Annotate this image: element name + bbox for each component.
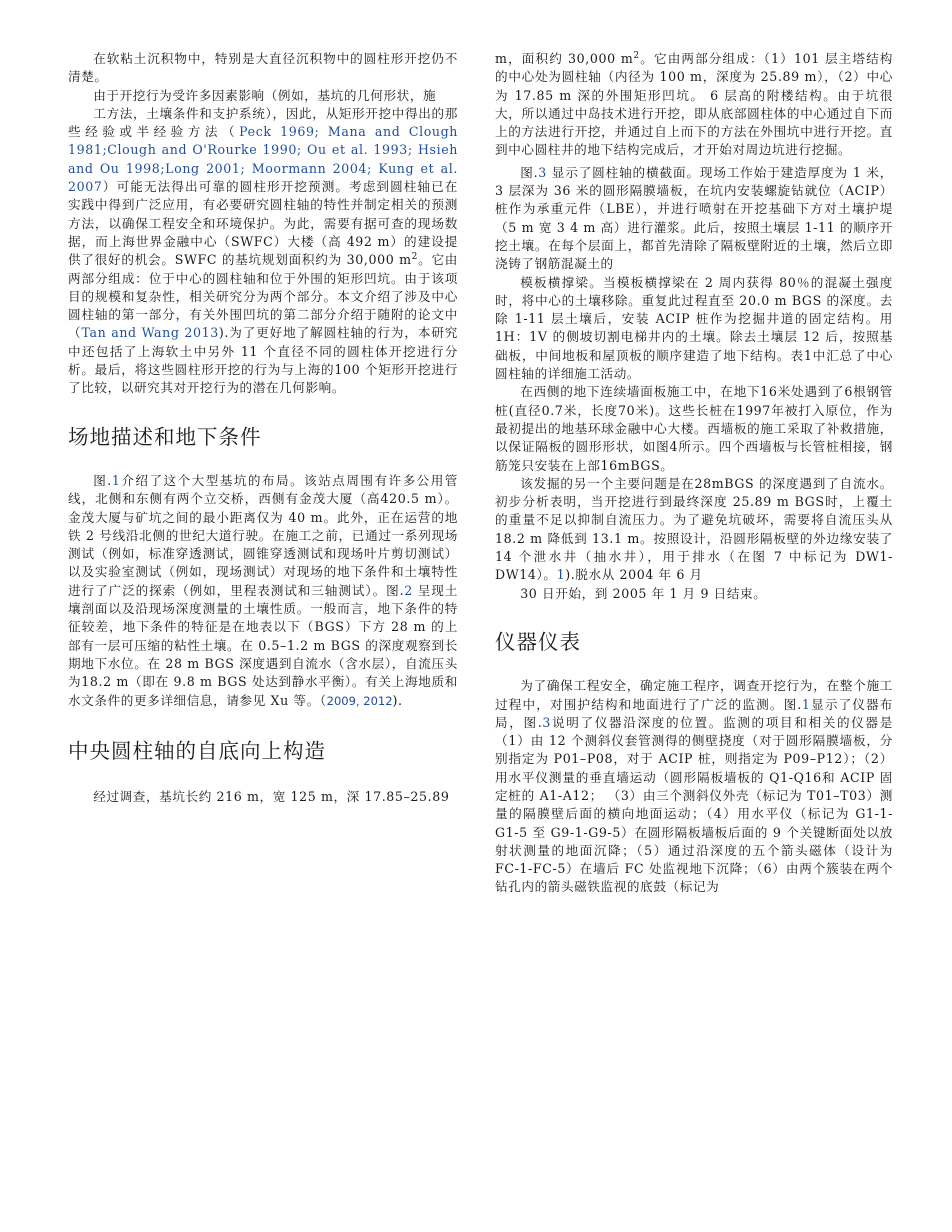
paragraph: 30 日开始，到 2005 年 1 月 9 日结束。 xyxy=(520,585,767,601)
paragraph: 经过调查，基坑长约 216 m，宽 125 m，深 17.85–25.89 xyxy=(93,789,450,805)
figure-link[interactable]: 2 xyxy=(404,582,413,598)
section-heading: 场地描述和地下条件 xyxy=(68,424,262,449)
paragraph: 模板横撑梁。当模板横撑梁在 2 周内获得 80％的混凝土强度时，将中心的土壤移除。重复此过程直至 20.0 m BGS 的深度。去除 1-11 层土壤后，安装 ACIP 桩作为挖掘井道的固定结构。用1H：1V 的侧坡切割电梯井内的土壤。除去土壤层 12 后，按照基础板，中间地板和屋顶板的顺序建造了地下结构。表1中汇总了中心圆柱轴的详细施工活动。 xyxy=(495,274,893,382)
paragraph: 在西侧的地下连续墙面板施工中，在地下16米处遇到了6根钢管桩(直径0.7米，长度70米)。这些长桩在1997年被打入原位，作为最初提出的地基环球金融中心大楼。西墙板的施工采取了补救措施，以保证隔板的圆形形状，如图4所示。四个西墙板与长管桩相接，钢筋笼只安装在上部16mBGS。 xyxy=(495,384,893,473)
figure-link[interactable]: 1 xyxy=(111,472,121,488)
paragraph: 工方法，土壤条件和支护系统），因此，从矩形开挖中得出的那些经验或半经验方法（Peck 1969; Mana and Clough 1981;Clough and O'Rourke 1990; Ou et al. 1993; Hsieh and Ou 1998;Long 2001; Moormann 2004; Kung et al. 2007）可能无法得出可靠的圆柱形开挖预测。考虑到圆柱轴已在实践中得到广泛应用，有必要研究圆柱轴的特性并制定相关的预测方法，以确保工程安全和环境保护。为此，需要有据可查的现场数据，而上海世界金融中心（SWFC）大楼（高 492 m）的建设提供了很好的机会。SWFC 的基坑规划面积约为 30,000 $m^2$。它由两部分组成：位于中心的圆柱轴和位于外围的矩形凹坑。由于该项目的规模和复杂性，相关研究分为两个部分。本文介绍了涉及中心圆柱轴的第一部分，有关外围凹坑的第二部分介绍于随附的论文中（Tan and Wang 2013).为了更好地了解圆柱轴的行为，本研究中还包括了上海软土中另外 11 个直径不同的圆柱体开挖进行分析。最后，将这些圆柱形开挖的行为与上海的100 个矩形开挖进行了比较，以研究其对开挖行为的潜在几何影响。 xyxy=(68,105,459,396)
paragraph: 图.3 显示了圆柱轴的横截面。现场工作始于建造厚度为 1 米，3 层深为 36 米的圆形隔膜墙板，在坑内安装螺旋钻就位（ACIP）桩作为承重元件（LBE），并进行喷射在开挖基础下方对土壤护堤（5 m 宽 3 4 m 高）进行灌浆。此后，按照土壤层 1-11 的顺序开挖土壤。在每个层面上，都首先清除了隔板壁附近的土壤，然后立即浇铸了钢筋混凝土的 xyxy=(495,164,893,272)
citation-link[interactable]: 2009, 2012 xyxy=(326,693,393,708)
paragraph: 图.1介绍了这个大型基坑的布局。该站点周围有许多公用管线，北侧和东侧有两个立交桥，西侧有金茂大厦（高420.5 m）。金茂大厦与矿坑之间的最小距离仅为 40 m。此外，正在运营的地铁 2 号线沿北侧的世纪大道行驶。在施工之前，已通过一系列现场测试（例如，标准穿透测试，圆锥穿透测试和现场叶片剪切测试）以及实验室测试（例如，现场测试）对现场的地下条件和土壤特性进行了广泛的探索（例如，里程表测试和三轴测试）。图.2 呈现土壤剖面以及沿现场深度测量的土壤性质。一般而言，地下条件的特征较差，地下条件的特征是在地表以下（BGS）下方 28 m 的上部有一层可压缩的粘性土壤。在 0.5–1.2 m BGS 的深度观察到长期地下水位。在 28 m BGS 深度遇到自流水（含水层），自流压头为18.2 m（即在 9.8 m BGS 处达到静水平衡）。有关上海地质和水文条件的更多详细信息，请参见 Xu 等。（2009, 2012). xyxy=(68,472,458,708)
left-column xyxy=(68,50,458,806)
citation-link[interactable]: Peck 1969; Mana and Clough 1981;Clough and O'Rourke 1990; Ou et al. 1993; Hsieh and Ou 1998;Long 2001; Moormann 2004; Kung et al. 2007 xyxy=(68,124,459,195)
paragraph: 为了确保工程安全，确定施工程序，调查开挖行为，在整个施工过程中，对围护结构和地面进行了广泛的监测。图.1显示了仪器布局，图.3说明了仪器沿深度的位置。监测的项目和相关的仪器是（1）由 12 个测斜仪套管测得的侧壁挠度（对于圆形隔膜墙板，分别指定为 P01–P08，对于 ACIP 桩，则指定为 P09–P12）；（2）用水平仪测量的垂直墙运动（圆形隔板墙板的 Q1-Q16和 ACIP 固定桩的 A1-A12； （3）由三个测斜仪外壳（标记为 T01–T03）测量的隔膜壁后面的横向地面运动；（4）用水平仪（标记为 G1-1-G1-5 至 G9-1-G9-5）在圆形隔板墙板后面的 9 个关键断面处以放射状测量的地面沉降；（5）通过沿深度的五个箭头磁体（设计为 FC-1-FC-5）在墙后 FC 处监视地下沉降；（6）由两个簇装在两个钻孔内的箭头磁铁监视的底鼓（标记为 xyxy=(495,678,893,895)
section-heading: 仪器仪表 xyxy=(495,629,581,654)
paragraph: 由于开挖行为受许多因素影响（例如，基坑的几何形状，施 xyxy=(93,87,437,103)
paragraph: 在软粘土沉积物中，特别是大直径沉积物中的圆柱形开挖仍不清楚。 xyxy=(68,51,458,85)
figure-link[interactable]: 3 xyxy=(538,164,547,180)
figure-link[interactable]: 1 xyxy=(556,567,566,583)
paragraph: 该发掘的另一个主要问题是在28mBGS 的深度遇到了自流水。初步分析表明，当开挖进行到最终深度 25.89 m BGS时，上覆土的重量不足以抑制自流压力。为了避免坑破坏，需要将自流压头从 18.2 m 降低到 13.1 m。按照设计，沿圆形隔板壁的外边缘安装了 14 个泄水井（抽水井），用于排水（在图 7 中标记为 DW1-DW14）。1).脱水从 2004 年 6 月 xyxy=(495,475,893,583)
paragraph: m，面积约 30,000 $m^2$。它由两部分组成：（1）101 层主塔结构的中心处为圆柱轴（内径为 100 m，深度为 25.89 m），（2）中心为 17.85 m 深的外围矩形凹坑。 6 层高的附楼结构。由于坑很大，所以通过中岛技术进行开挖，即从底部圆柱体的中心通过自下而上的方法进行开挖，并通过自上而下的方法在外围坑中进行开挖。直到中心圆柱井的地下结构完成后，才开始对周边坑进行挖掘。 xyxy=(495,50,894,158)
figure-link[interactable]: 1 xyxy=(801,696,811,712)
figure-link[interactable]: 3 xyxy=(542,714,551,730)
right-column xyxy=(495,50,893,897)
section-heading: 中央圆柱轴的自底向上构造 xyxy=(68,738,326,763)
citation-link[interactable]: Tan and Wang 2013 xyxy=(81,325,219,341)
